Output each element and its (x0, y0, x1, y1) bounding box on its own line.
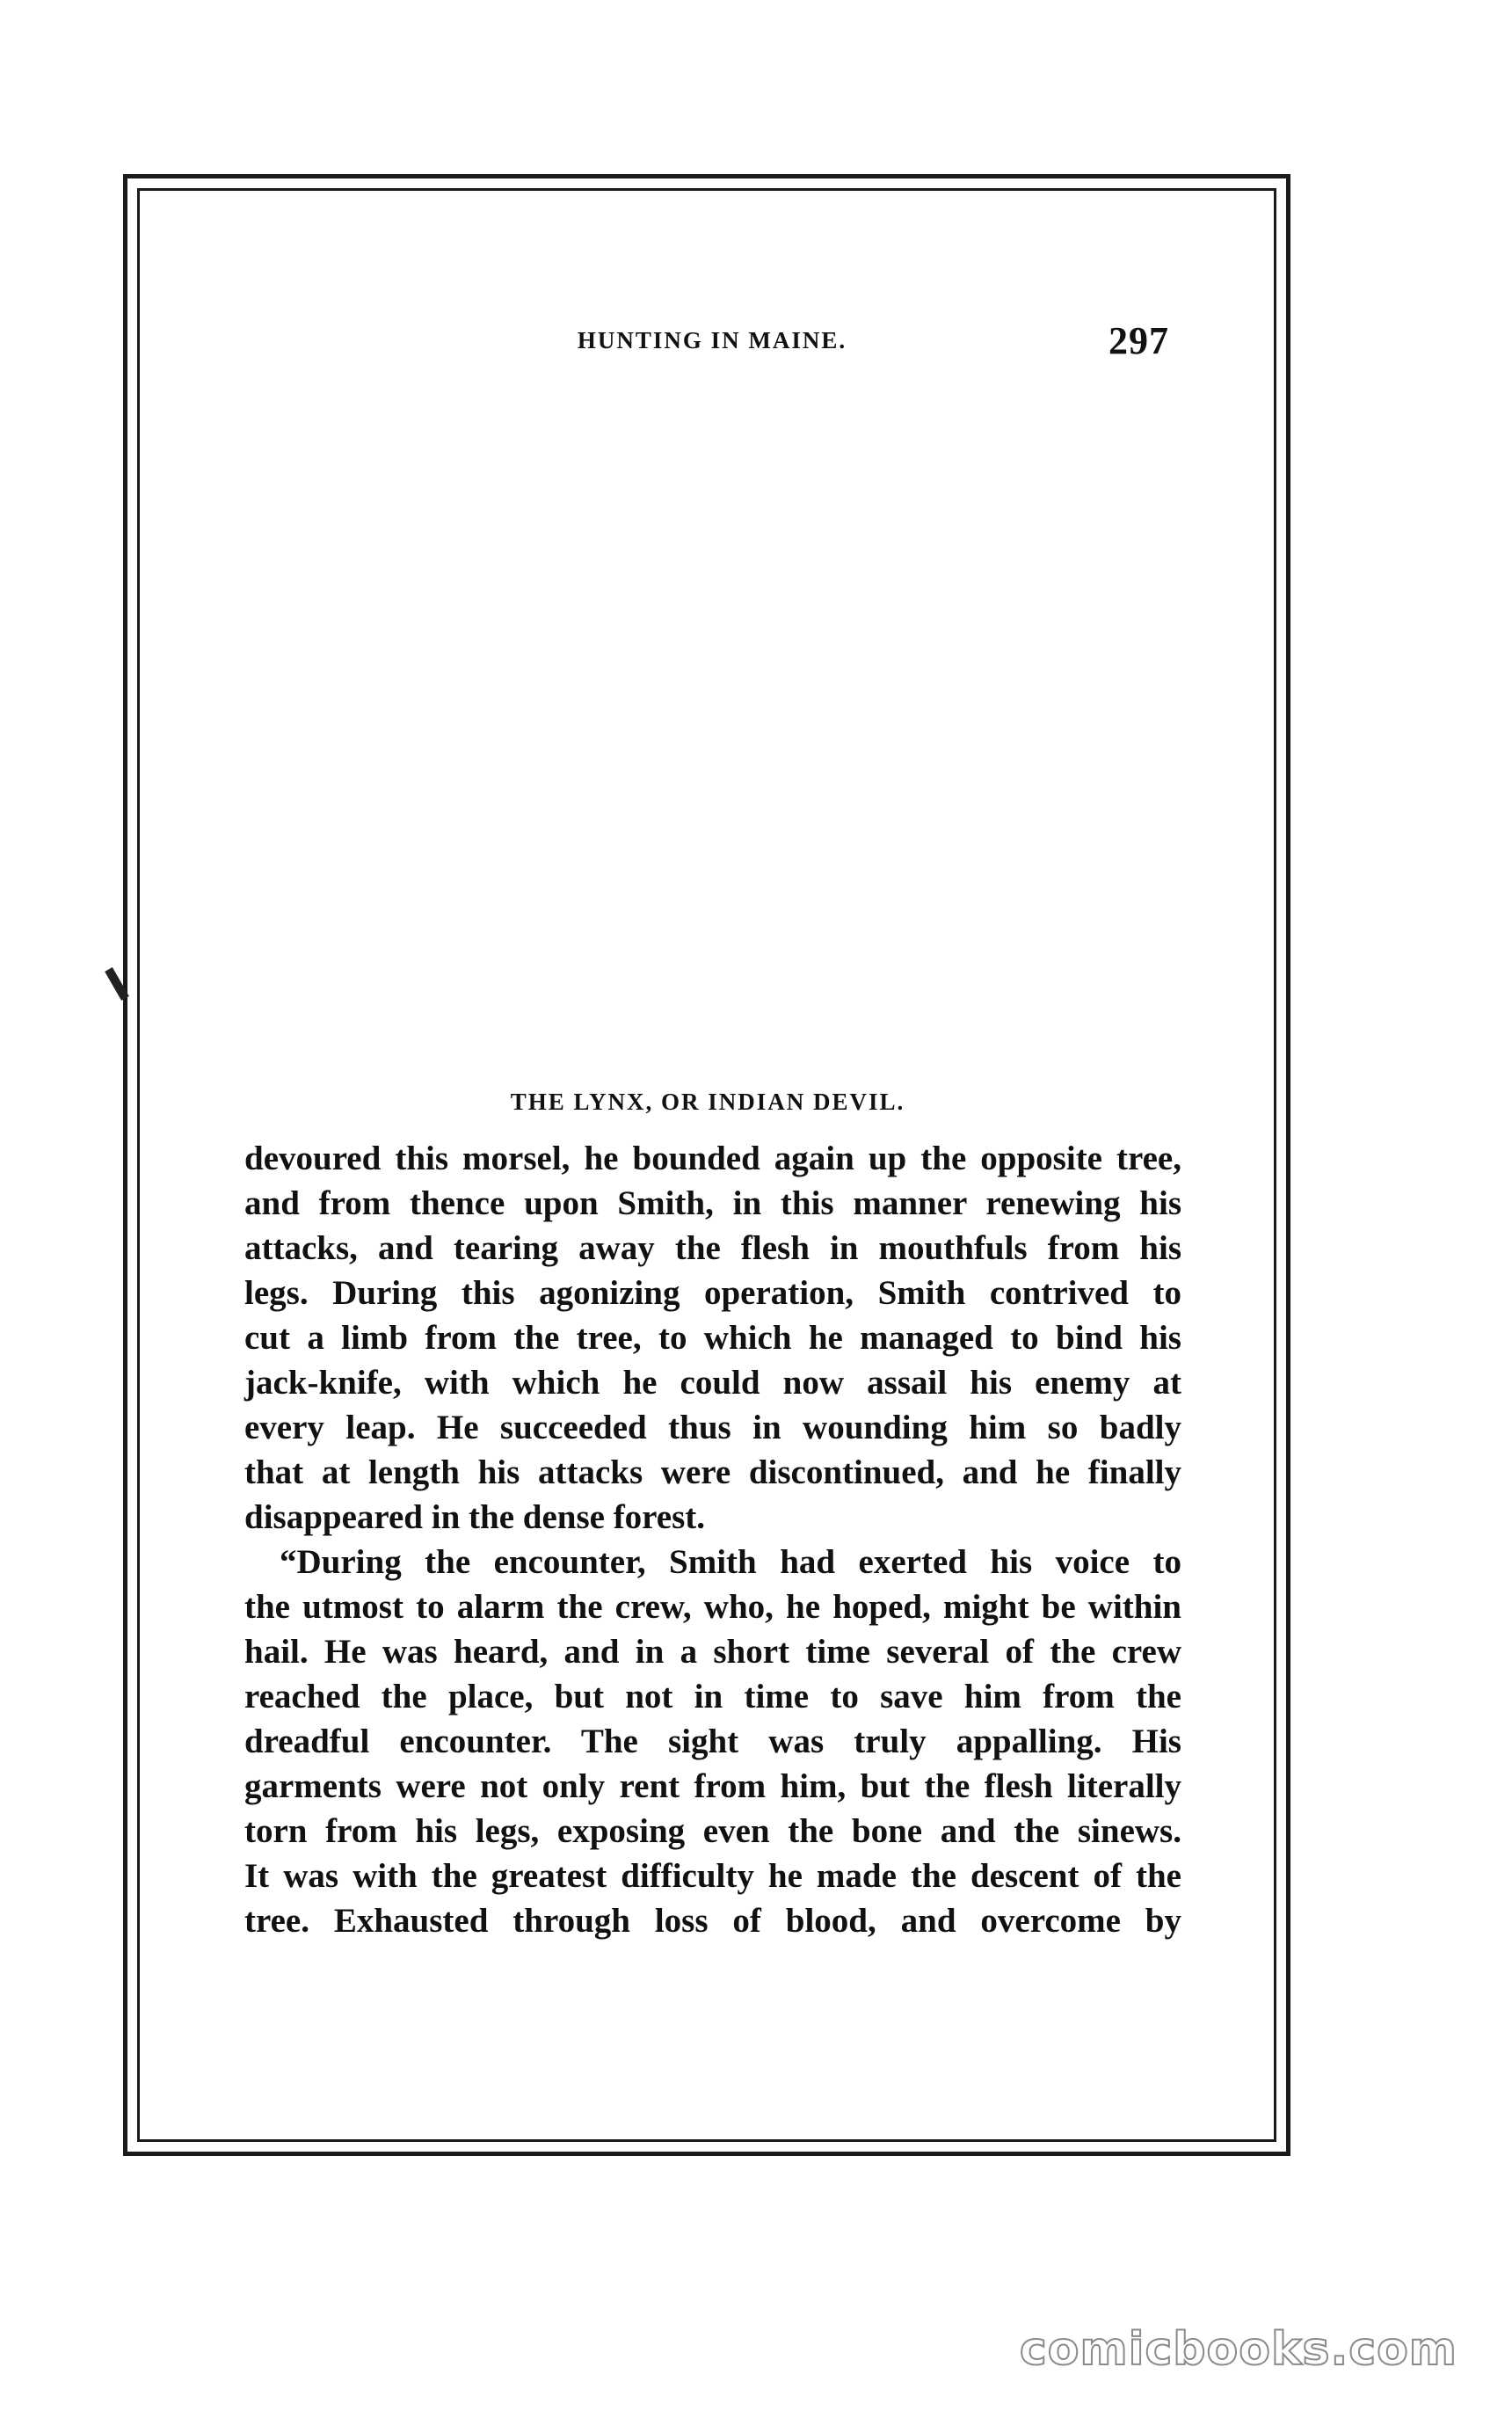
text-line: the utmost to alarm the crew, who, he hoped, might be within (244, 1588, 1181, 1626)
text-line: disappeared in the dense forest. (244, 1498, 706, 1536)
chapter-title: THE LYNX, OR INDIAN DEVIL. (510, 1089, 905, 1115)
text-line: dreadful encounter. The sight was truly appalling. His (244, 1723, 1181, 1760)
text-line: attacks, and tearing away the flesh in mouthfuls from his (244, 1229, 1181, 1267)
text-line: It was with the greatest difficulty he made the descent of the (244, 1857, 1181, 1895)
watermark-logo: comicbooks.com (1019, 2323, 1457, 2376)
text-line: garments were not only rent from him, but the flesh literally (244, 1767, 1181, 1805)
page-number: 297 (1109, 319, 1169, 362)
text-line: “During the encounter, Smith had exerted his voice to (280, 1543, 1181, 1581)
text-line: jack-knife, with which he could now assail his enemy at (244, 1364, 1181, 1402)
text-line: torn from his legs, exposing even the bone and the sinews. (244, 1812, 1181, 1850)
text-line: devoured this morsel, he bounded again up the opposite tree, (244, 1140, 1181, 1177)
text-line: that at length his attacks were discontinued, and he finally (244, 1453, 1181, 1491)
running-head: HUNTING IN MAINE. (577, 327, 847, 353)
text-line: cut a limb from the tree, to which he managed to bind his (244, 1319, 1181, 1357)
text-line: reached the place, but not in time to save him from the (244, 1678, 1181, 1715)
blank-illustration-area (237, 396, 1178, 1055)
text-line: every leap. He succeeded thus in wounding him so badly (244, 1409, 1181, 1446)
text-line: and from thence upon Smith, in this manner renewing his (244, 1184, 1181, 1222)
text-line: tree. Exhausted through loss of blood, and overcome by (244, 1902, 1181, 1940)
text-line: legs. During this agonizing operation, Smith contrived to (244, 1274, 1181, 1312)
body-text (244, 1136, 1181, 1943)
text-line: hail. He was heard, and in a short time several of the crew (244, 1633, 1181, 1671)
